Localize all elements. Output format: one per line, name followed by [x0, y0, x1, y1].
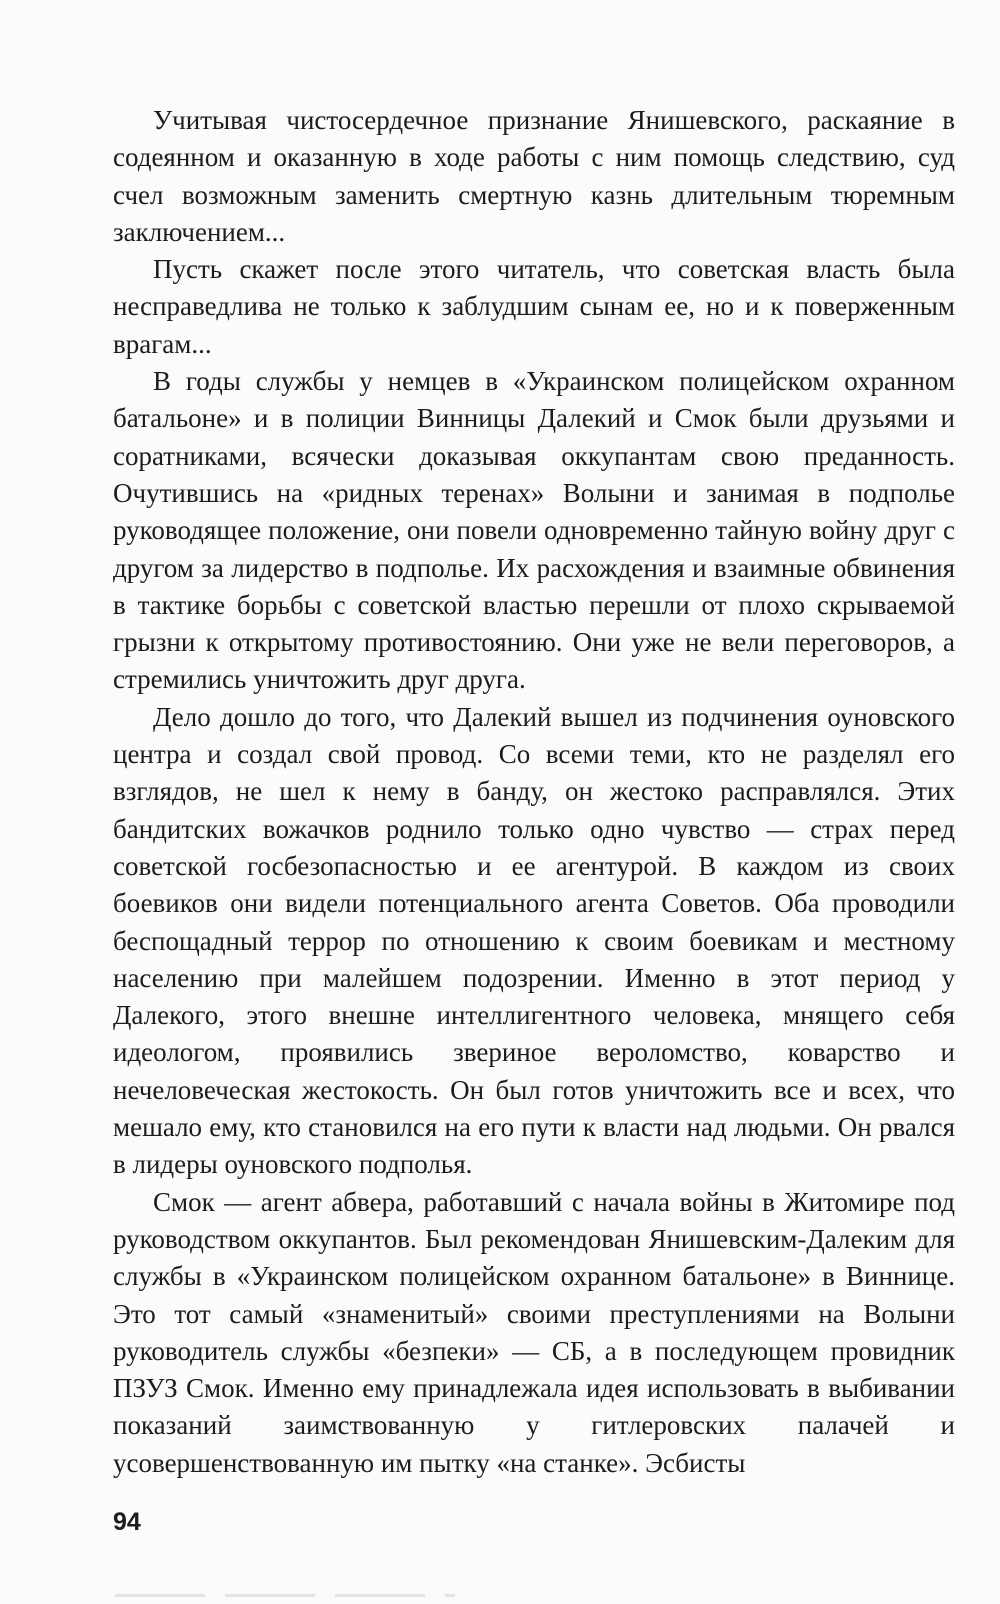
paragraph-2: Пусть скажет после этого читатель, что советская власть была несправедлива не только к заблудшим сынам ее, но и к поверженным врагам... — [113, 254, 955, 359]
page-number: 94 — [113, 1508, 141, 1536]
body-text — [113, 102, 955, 1482]
paragraph-1: Учитывая чистосердечное признание Янишевского, раскаяние в содеянном и оказанную в ходе работы с ним помощь следствию, суд счел возможным заменить смертную казнь длительным тюремным заключением... — [113, 105, 955, 247]
scan-edge-artifact — [115, 1594, 455, 1597]
paragraph-5: Смок — агент абвера, работавший с начала войны в Житомире под руководством оккупантов. Был рекомендован Янишевским-Далеким для службы в «Украинском полицейском охранном батальоне» в Виннице. Это тот самый «знаменитый» своими преступлениями на Волыни руководитель службы «безпеки» — СБ, а в последующем провидник ПЗУЗ Смок. Именно ему принадлежала идея использовать в выбивании показаний заимствованную у гитлеровских палачей и усовершенствованную им пытку «на станке». Эсбисты — [113, 1186, 955, 1478]
paragraph-4: Дело дошло до того, что Далекий вышел из подчинения оуновского центра и создал свой провод. Со всеми теми, кто не разделял его взглядов, не шел к нему в банду, он жестоко расправлялся. Этих бандитских вожачков роднило только одно чувство — страх перед советской госбезопасностью и ее агентурой. В каждом из своих боевиков они видели потенциального агента Советов. Оба проводили беспощадный террор по отношению к своим боевикам и местному населению при малейшем подозрении. Именно в этот период у Далекого, этого внешне интеллигентного человека, мнящего себя идеологом, проявились звериное вероломство, коварство и нечеловеческая жестокость. Он был готов уничтожить все и всех, что мешало ему, кто становился на его пути к власти над людьми. Он рвался в лидеры оуновского подполья. — [113, 701, 955, 1180]
paragraph-3: В годы службы у немцев в «Украинском полицейском охранном батальоне» и в полиции Винницы Далекий и Смок были друзьями и соратниками, всячески доказывая оккупантам свою преданность. Очутившись на «ридных теренах» Волыни и занимая в подполье руководящее положение, они повели одновременно тайную войну друг с другом за лидерство в подполье. Их расхождения и взаимные обвинения в тактике борьбы с советской властью перешли от плохо скрываемой грызни к открытому противостоянию. Они уже не вели переговоров, а стремились уничтожить друг друга. — [113, 366, 955, 695]
